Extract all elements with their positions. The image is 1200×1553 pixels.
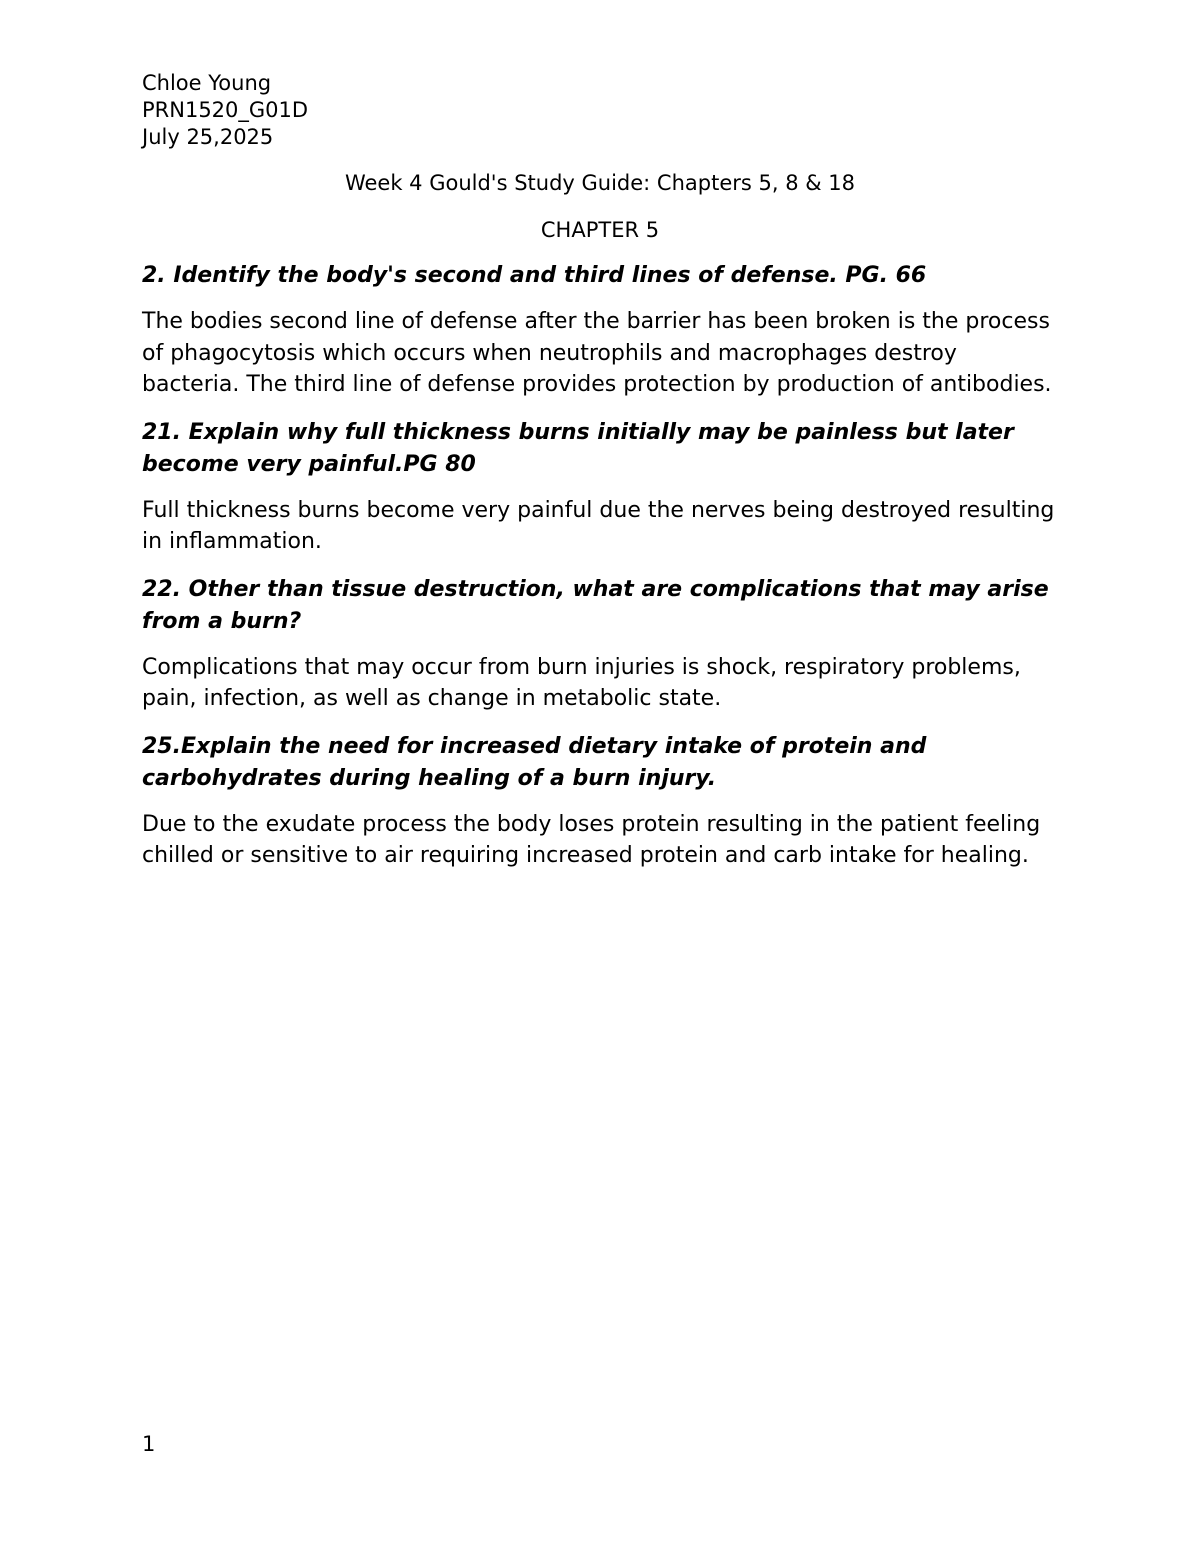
chapter-heading: CHAPTER 5: [540, 218, 660, 242]
question-2: 2. Identify the body's second and third lines of defense. PG. 66: [142, 263, 927, 288]
question-21: 21. Explain why full thickness burns initially may be painless but later become very painful.PG 80: [142, 419, 1014, 477]
question-22: 22. Other than tissue destruction, what are complications that may arise from a burn?: [142, 576, 1049, 634]
document-title: Week 4 Gould's Study Guide: Chapters 5, 8 & 18: [344, 171, 856, 195]
author-name: Chloe Young: [142, 71, 272, 95]
answer-25: Due to the exudate process the body loses protein resulting in the patient feeling chilled or sensitive to air requiring increased protein and carb intake for healing.: [142, 811, 1041, 868]
document-body: [142, 70, 1058, 872]
answer-21: Full thickness burns become very painful due the nerves being destroyed resulting in inflammation.: [142, 497, 1055, 554]
course-code: PRN1520_G01D: [142, 98, 309, 122]
answer-2: The bodies second line of defense after the barrier has been broken is the process of phagocytosis which occurs when neutrophils and macrophages destroy bacteria. The third line of defense provides protection by production of antibodies.: [142, 309, 1052, 397]
question-25: 25.Explain the need for increased dietary intake of protein and carbohydrates during healing of a burn injury.: [142, 733, 927, 791]
answer-22: Complications that may occur from burn injuries is shock, respiratory problems, pain, infection, as well as change in metabolic state.: [142, 654, 1021, 711]
document-date: July 25,2025: [142, 125, 274, 149]
page-number: 1: [142, 1432, 156, 1456]
